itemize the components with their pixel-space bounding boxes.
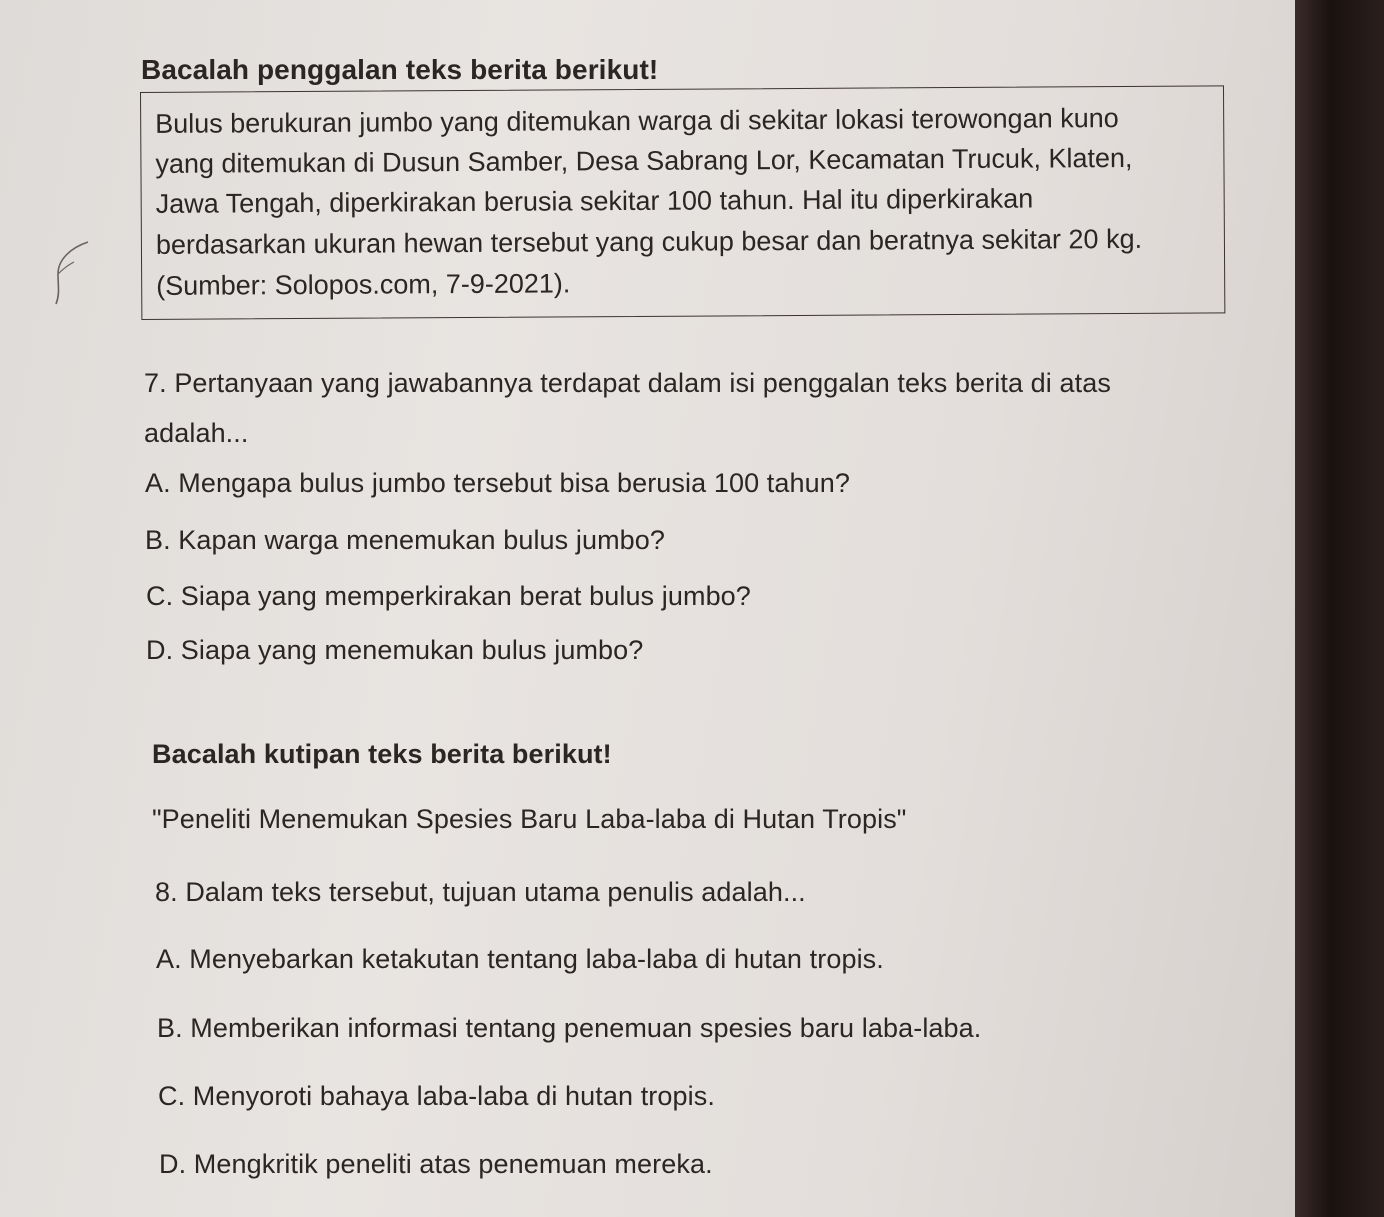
news-line: yang ditemukan di Dusun Samber, Desa Sabrang Lor, Kecamatan Trucuk, Klaten, [155, 142, 1133, 179]
question8-option-d[interactable]: D. Mengkritik peneliti atas penemuan mereka. [159, 1149, 713, 1179]
news-source: (Sumber: Solopos.com, 7-9-2021). [156, 268, 571, 301]
news-line: berdasarkan ukuran hewan tersebut yang cukup besar dan beratnya sekitar 20 kg. [155, 223, 1143, 260]
news-headline: "Peneliti Menemukan Spesies Baru Laba-laba di Hutan Tropis" [152, 804, 907, 834]
pencil-scribble-icon [40, 238, 100, 308]
question7-option-d[interactable]: D. Siapa yang menemukan bulus jumbo? [146, 635, 644, 665]
question7-text-cont: adalah... [144, 418, 249, 448]
question8-text: 8. Dalam teks tersebut, tujuan utama penulis adalah... [155, 877, 806, 907]
question8-option-c[interactable]: C. Menyoroti bahaya laba-laba di hutan tropis. [158, 1081, 715, 1111]
question7-option-a[interactable]: A. Mengapa bulus jumbo tersebut bisa berusia 100 tahun? [145, 468, 850, 498]
background-edge [1295, 0, 1384, 1217]
section1-instruction: Bacalah penggalan teks berita berikut! [141, 54, 659, 85]
question8-option-b[interactable]: B. Memberikan informasi tentang penemuan spesies baru laba-laba. [157, 1013, 982, 1043]
section2-instruction: Bacalah kutipan teks berita berikut! [152, 739, 612, 769]
question7-option-c[interactable]: C. Siapa yang memperkirakan berat bulus jumbo? [146, 581, 751, 611]
news-excerpt-box [140, 85, 1225, 320]
news-line: Jawa Tengah, diperkirakan berusia sekitar 100 tahun. Hal itu diperkirakan [155, 183, 1034, 219]
question8-option-a[interactable]: A. Menyebarkan ketakutan tentang laba-laba di hutan tropis. [156, 944, 884, 974]
question7-text: 7. Pertanyaan yang jawabannya terdapat dalam isi penggalan teks berita di atas [144, 368, 1111, 398]
question7-option-b[interactable]: B. Kapan warga menemukan bulus jumbo? [145, 525, 666, 555]
news-line: Bulus berukuran jumbo yang ditemukan warga di sekitar lokasi terowongan kuno [155, 103, 1119, 139]
